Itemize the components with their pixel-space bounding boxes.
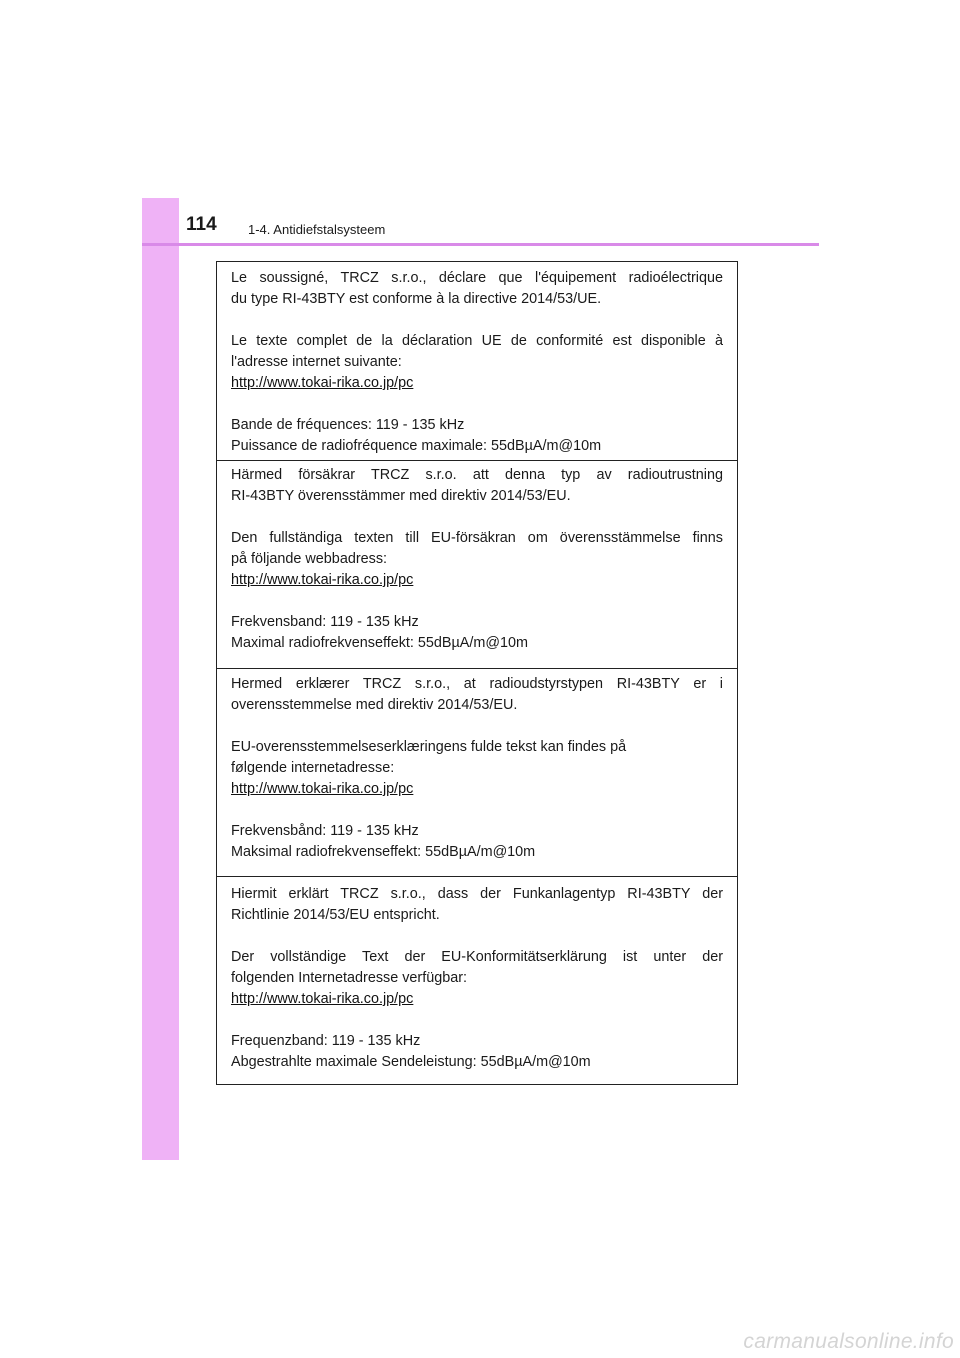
declaration-url-link[interactable]: http://www.tokai-rika.co.jp/pc (231, 991, 414, 1007)
declaration-block-german (217, 876, 737, 1073)
availability-line: Der vollständige Text der EU-Konformitätserklärung ist unter der (231, 949, 723, 965)
availability-line: l'adresse internet suivante: (231, 354, 402, 370)
frequency-band: Frekvensbånd: 119 - 135 kHz (231, 823, 419, 839)
declaration-block-danish (217, 668, 737, 863)
statement-line: overensstemmelse med direktiv 2014/53/EU. (231, 697, 518, 713)
statement-line: du type RI-43BTY est conforme à la directive 2014/53/UE. (231, 291, 602, 307)
frequency-band: Bande de fréquences: 119 - 135 kHz (231, 417, 465, 433)
statement-line: RI-43BTY överensstämmer med direktiv 2014/53/EU. (231, 488, 571, 504)
availability-line: Le texte complet de la déclaration UE de conformité est disponible à (231, 333, 723, 349)
frequency-band: Frekvensband: 119 - 135 kHz (231, 614, 419, 630)
availability-line: folgenden Internetadresse verfügbar: (231, 970, 468, 986)
statement-line: Hermed erklærer TRCZ s.r.o., at radioudstyrstypen RI-43BTY er i (231, 676, 723, 692)
max-power: Puissance de radiofréquence maximale: 55dBµA/m@10m (231, 438, 602, 454)
section-title: 1-4. Antidiefstalsysteem (248, 222, 386, 237)
availability-line: EU-overensstemmelseserklæringens fulde tekst kan findes på (231, 739, 627, 755)
side-tab-band (142, 198, 179, 1160)
availability-line: på följande webbadress: (231, 551, 388, 567)
declaration-block-swedish (217, 460, 737, 654)
availability-line: Den fullständiga texten till EU-försäkran om överensstämmelse finns (231, 530, 723, 546)
declaration-block-french (217, 268, 737, 457)
statement-line: Härmed försäkrar TRCZ s.r.o. att denna typ av radioutrustning (231, 467, 723, 483)
watermark: carmanualsonline.info (743, 1330, 954, 1353)
declaration-url-link[interactable]: http://www.tokai-rika.co.jp/pc (231, 781, 414, 797)
page-number: 114 (186, 214, 217, 235)
max-power: Abgestrahlte maximale Sendeleistung: 55dBµA/m@10m (231, 1054, 591, 1070)
frequency-band: Frequenzband: 119 - 135 kHz (231, 1033, 421, 1049)
declaration-url-link[interactable]: http://www.tokai-rika.co.jp/pc (231, 375, 414, 391)
declaration-url-link[interactable]: http://www.tokai-rika.co.jp/pc (231, 572, 414, 588)
header-divider (142, 243, 819, 246)
max-power: Maksimal radiofrekvenseffekt: 55dBµA/m@10m (231, 844, 536, 860)
max-power: Maximal radiofrekvenseffekt: 55dBµA/m@10m (231, 635, 528, 651)
declaration-table (216, 261, 738, 1085)
availability-line: følgende internetadresse: (231, 760, 395, 776)
statement-line: Le soussigné, TRCZ s.r.o., déclare que l'équipement radioélectrique (231, 270, 723, 286)
statement-line: Hiermit erklärt TRCZ s.r.o., dass der Funkanlagentyp RI-43BTY der (231, 886, 723, 902)
statement-line: Richtlinie 2014/53/EU entspricht. (231, 907, 440, 923)
